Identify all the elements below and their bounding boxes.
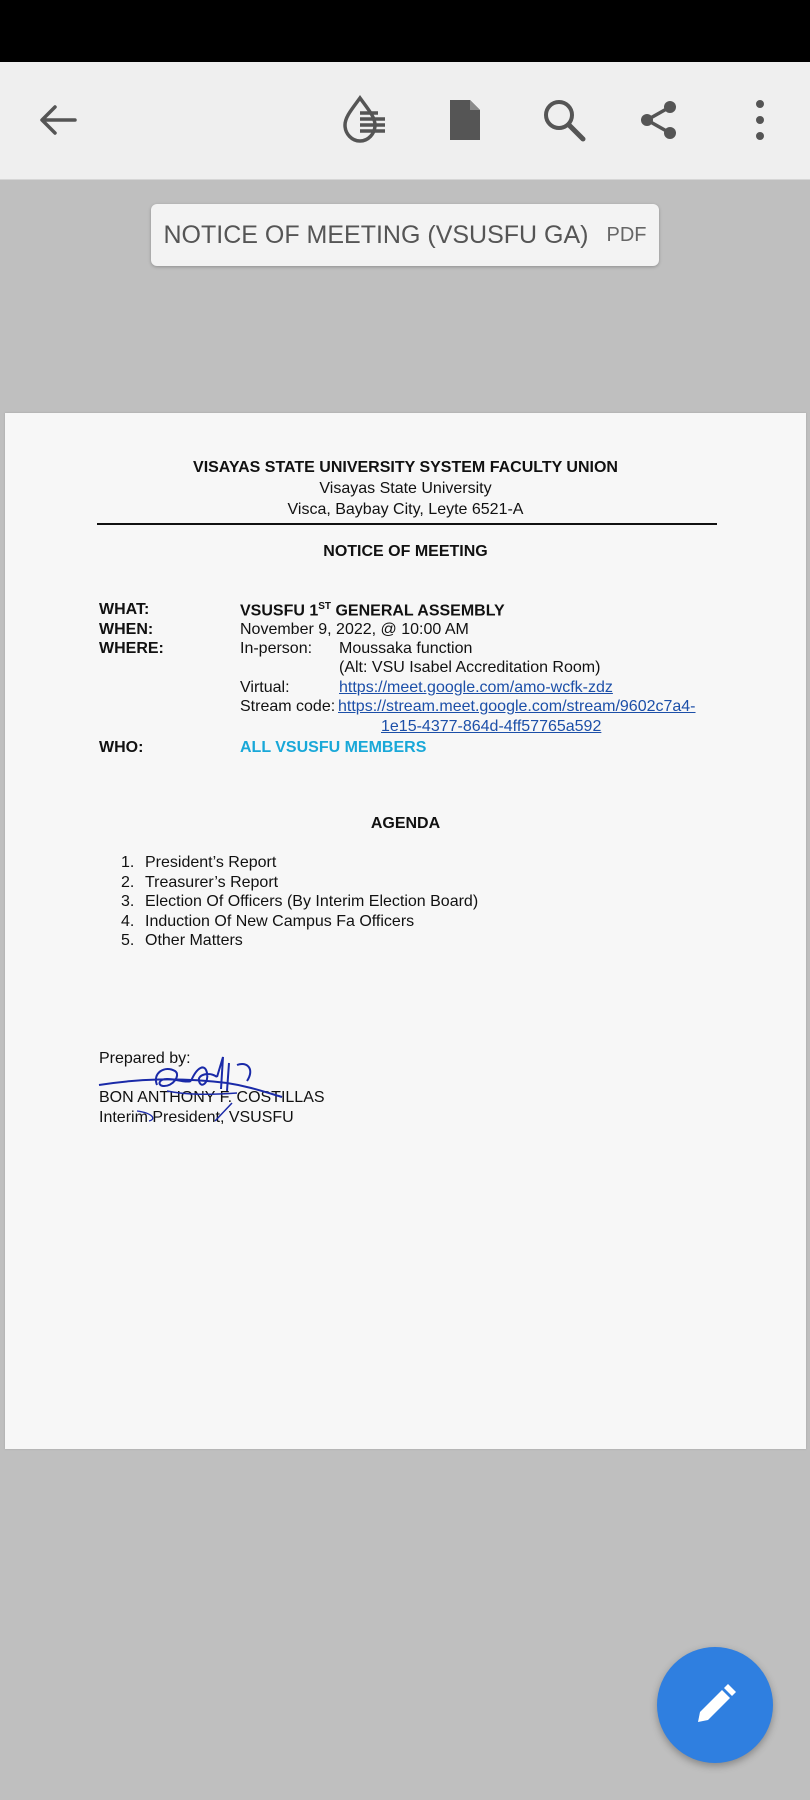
agenda-item: 5. Other Matters (121, 932, 243, 949)
agenda-list (121, 854, 478, 952)
org-name: VISAYAS STATE UNIVERSITY SYSTEM FACULTY UNION (193, 459, 618, 476)
agenda-item: 1. President’s Report (121, 854, 277, 871)
signature-image (97, 1053, 297, 1123)
status-bar (0, 0, 810, 62)
more-options-button[interactable] (730, 90, 790, 150)
prepared-by: Prepared by: (99, 1050, 191, 1067)
when-label: WHEN: (99, 621, 154, 638)
signatory-name: BON ANTHONY F. COSTILLAS (99, 1089, 325, 1106)
document-button[interactable] (435, 90, 495, 150)
agenda-item: 2. Treasurer’s Report (121, 873, 279, 891)
document-icon (446, 98, 484, 142)
inperson-label: In-person: (240, 640, 313, 657)
more-options-icon (754, 98, 766, 142)
notice-title: NOTICE OF MEETING (323, 543, 488, 560)
reading-mode-button[interactable] (335, 90, 395, 150)
share-button[interactable] (629, 90, 689, 150)
address: Visca, Baybay City, Leyte 6521-A (287, 501, 524, 518)
reading-mode-icon (338, 93, 392, 147)
stream-link-line1[interactable]: https://stream.meet.google.com/stream/9602c7a4- (338, 698, 696, 715)
file-name: NOTICE OF MEETING (VSUSFU GA) (163, 220, 589, 249)
agenda-title: AGENDA (370, 815, 441, 832)
share-icon (637, 98, 681, 142)
where-label: WHERE: (99, 640, 164, 657)
back-arrow-icon (37, 99, 79, 141)
edit-fab-button[interactable] (657, 1647, 773, 1763)
pdf-page (5, 413, 806, 1449)
search-button[interactable] (534, 90, 594, 150)
inperson-value: Moussaka function (339, 640, 473, 657)
when-value: November 9, 2022, @ 10:00 AM (240, 621, 469, 638)
inperson-alt: (Alt: VSU Isabel Accreditation Room) (339, 659, 601, 676)
signatory-title: Interim President, VSUSFU (99, 1109, 294, 1126)
what-value: VSUSFU 1ST GENERAL ASSEMBLY (240, 601, 505, 620)
what-label: WHAT: (99, 601, 150, 618)
agenda-item: 3. Election Of Officers (By Interim Election Board) (121, 893, 479, 910)
who-value: ALL VSUSFU MEMBERS (240, 739, 427, 756)
edit-pencil-icon (692, 1682, 738, 1728)
header-rule (97, 523, 717, 525)
stream-link-line2[interactable]: 1e15-4377-864d-4ff57765a592 (381, 718, 602, 735)
stream-label: Stream code: (240, 698, 336, 715)
back-button[interactable] (28, 90, 88, 150)
search-icon (541, 97, 587, 143)
virtual-label: Virtual: (240, 679, 290, 696)
virtual-link[interactable]: https://meet.google.com/amo-wcfk-zdz (339, 679, 613, 696)
who-label: WHO: (99, 739, 144, 756)
file-title-chip[interactable] (151, 204, 659, 266)
file-type: PDF (606, 223, 647, 246)
university-name: Visayas State University (319, 480, 492, 497)
agenda-item: 4. Induction Of New Campus Fa Officers (121, 912, 415, 930)
top-toolbar (0, 62, 810, 180)
